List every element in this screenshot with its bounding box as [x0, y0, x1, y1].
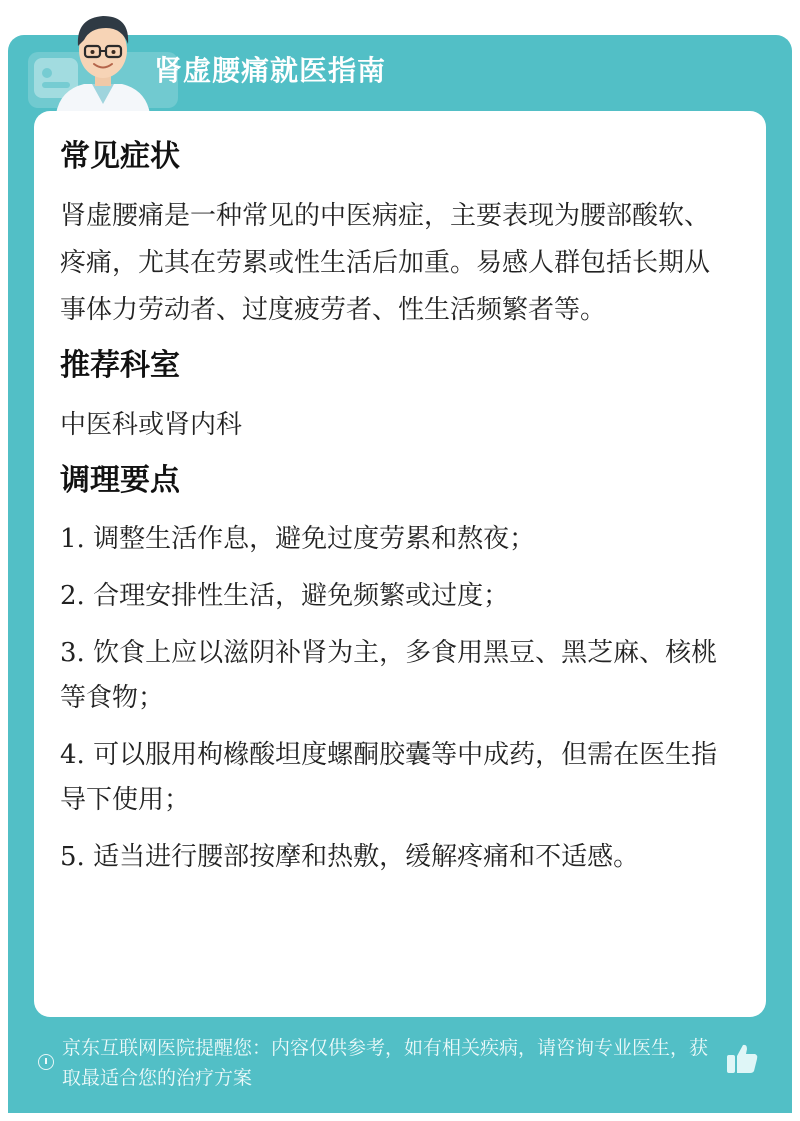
list-item: 3. 饮食上应以滋阴补肾为主，多食用黑豆、黑芝麻、核桃等食物；: [60, 638, 718, 713]
care-list: [60, 517, 724, 880]
info-icon: [38, 1054, 54, 1070]
list-item: 5. 适当进行腰部按摩和热敷，缓解疼痛和不适感。: [60, 842, 640, 872]
content-card: [34, 111, 766, 1017]
page-title: 肾虚腰痛就医指南: [154, 54, 387, 87]
content-body: [60, 133, 724, 892]
thumbs-up-icon[interactable]: [724, 1040, 760, 1076]
symptoms-text: 肾虚腰痛是一种常见的中医病症，主要表现为腰部酸软、疼痛，尤其在劳累或性生活后加重。易感人群包括长期从事体力劳动者、过度疲劳者、性生活频繁者等。: [60, 201, 711, 325]
footer-disclaimer: 京东互联网医院提醒您：内容仅供参考，如有相关疾病，请咨询专业医生，获取最适合您的治疗方案: [62, 1037, 709, 1089]
list-item: 2. 合理安排性生活，避免频繁或过度；: [60, 581, 510, 611]
department-text: 中医科或肾内科: [60, 410, 243, 440]
doctor-avatar-icon: [48, 6, 158, 114]
section-title-care: 调理要点: [60, 463, 180, 498]
list-item: 4. 可以服用枸橼酸坦度螺酮胶囊等中成药，但需在医生指导下使用；: [60, 740, 718, 815]
footer: [38, 1033, 728, 1093]
section-title-department: 推荐科室: [60, 348, 180, 383]
list-item: 1. 调整生活作息，避免过度劳累和熬夜；: [60, 524, 536, 554]
section-title-symptoms: 常见症状: [60, 139, 180, 174]
